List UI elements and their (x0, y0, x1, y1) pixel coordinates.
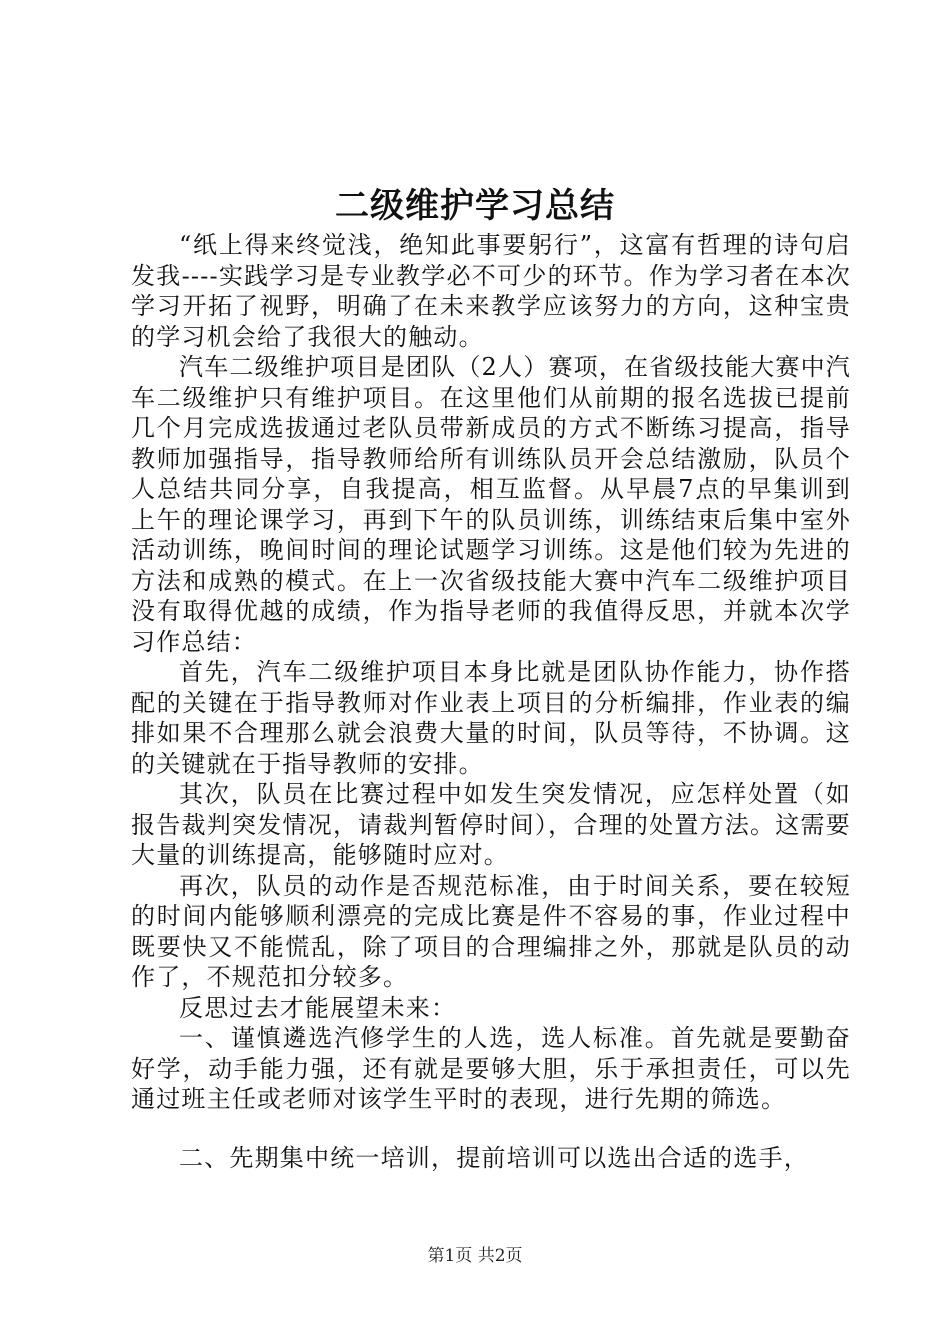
paragraph-intro: “纸上得来终觉浅，绝知此事要躬行”，这富有哲理的诗句启发我----实践学习是专业教学必不可少的环节。作为学习者在本次学习开拓了视野，明确了在未来教学应该努力的方向，这种宝贵的学习机会给了我很大的触动。 (131, 231, 851, 351)
page-footer (0, 1244, 950, 1268)
paragraph-first: 首先，汽车二级维护项目本身比就是团队协作能力，协作搭配的关键在于指导教师对作业表上项目的分析编排，作业表的编排如果不合理那么就会浪费大量的时间，队员等待，不协调。这的关键就在于指导教师的安排。 (131, 658, 851, 778)
paragraph-point-two: 二、先期集中统一培训，提前培训可以选出合适的选手， (179, 1143, 809, 1172)
paragraph-project-overview: 汽车二级维护项目是团队（2人）赛项，在省级技能大赛中汽车二级维护只有维护项目。在这里他们从前期的报名选拔已提前几个月完成选拔通过老队员带新成员的方式不断练习提高，指导教师加强指导，指导教师给所有训练队员开会总结激励，队员个人总结共同分享，自我提高，相互监督。从早晨7点的早集训到上午的理论课学习，再到下午的队员训练，训练结束后集中室外活动训练，晚间时间的理论试题学习训练。这是他们较为先进的方法和成熟的模式。在上一次省级技能大赛中汽车二级维护项目没有取得优越的成绩，作为指导老师的我值得反思，并就本次学习作总结： (131, 353, 851, 656)
document-title: 二级维护学习总结 (335, 186, 615, 226)
document-body (131, 230, 851, 1173)
paragraph-second: 其次，队员在比赛过程中如发生突发情况，应怎样处置（如报告裁判突发情况，请裁判暂停时间），合理的处置方法。这需要大量的训练提高，能够随时应对。 (131, 780, 851, 869)
paragraph-third: 再次，队员的动作是否规范标准，由于时间关系，要在较短的时间内能够顺利漂亮的完成比赛是件不容易的事，作业过程中既要快又不能慌乱，除了项目的合理编排之外，那就是队员的动作了，不规范扣分较多。 (131, 871, 851, 991)
page-number: 第1页 (427, 1246, 473, 1266)
paragraph-point-one: 一、谨慎遴选汽修学生的人选，选人标准。首先就是要勤奋好学，动手能力强，还有就是要够大胆，乐于承担责任，可以先通过班主任或老师对该学生平时的表现，进行先期的筛选。 (131, 1024, 851, 1113)
page-total: 共2页 (477, 1246, 523, 1266)
paragraph-reflection: 反思过去才能展望未来： (179, 993, 457, 1022)
